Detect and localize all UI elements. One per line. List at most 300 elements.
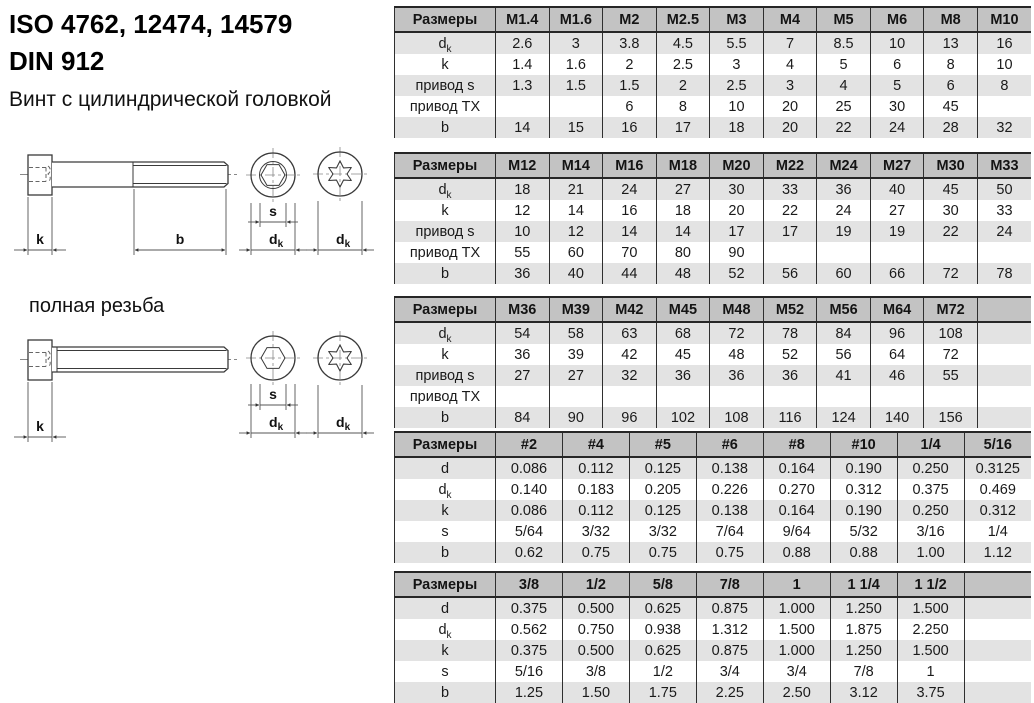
table-cell: 0.190 [830,500,897,521]
table-cell: 24 [603,178,657,200]
table-cell: 27 [656,178,710,200]
table-cell [964,619,1031,640]
table-cell: 25 [817,96,871,117]
dimension-label-k: k [36,231,44,247]
table-cell: 56 [763,263,817,284]
table-cell: 1/4 [964,521,1031,542]
table-cell: 108 [924,322,978,344]
table-inch-3-8-1-1-2 [394,571,1031,703]
header-size-column: M64 [870,297,924,322]
row-label: $d_k$ [395,479,496,500]
dimension-label-b: b [175,231,185,247]
table-cell: 1.500 [763,619,830,640]
table-cell [870,386,924,407]
table-cell: 10 [977,54,1031,75]
table-cell: 124 [817,407,871,428]
table-cell: 30 [924,200,978,221]
table-cell: 10 [710,96,764,117]
table-cell: 3.75 [897,682,964,703]
header-size-column: #10 [830,432,897,457]
table-cell: 2.5 [710,75,764,96]
row-label: d [395,597,496,619]
table-row [395,32,1032,54]
screw-drawing-full-thread [8,330,388,452]
table-cell: 0.164 [763,457,830,479]
table-cell: 90 [549,407,603,428]
row-label: привод s [395,221,496,242]
table-cell: 33 [977,200,1031,221]
table-cell: 68 [656,322,710,344]
table-cell: 1.6 [549,54,603,75]
hex-socket-end-view [239,331,307,438]
table-cell: 1.3 [496,75,550,96]
table-cell: 2 [656,75,710,96]
table-cell: 16 [977,32,1031,54]
table-row [395,479,1032,500]
page-subtitle: Винт с цилиндрической головкой [9,88,332,111]
table-header-row [395,572,1032,597]
table-cell: 1.75 [629,682,696,703]
screw-head-side [28,155,52,195]
table-cell: 9/64 [763,521,830,542]
header-size-column: 5/16 [964,432,1031,457]
table-cell: 58 [549,322,603,344]
table-cell: 42 [603,344,657,365]
header-size-column: M2 [603,7,657,32]
header-size-column: M30 [924,153,978,178]
row-label: b [395,263,496,284]
table-row [395,117,1032,138]
table-cell: 0.62 [496,542,563,563]
dimension-label-s: s [269,203,277,219]
header-size-column: 5/8 [629,572,696,597]
table-cell: 7/64 [696,521,763,542]
header-size-column: M42 [603,297,657,322]
table-cell: 36 [710,365,764,386]
table-cell: 5/16 [496,661,563,682]
header-size-column: 1 1/4 [830,572,897,597]
table-cell: 10 [870,32,924,54]
table-cell: 0.125 [629,457,696,479]
header-size-column: 7/8 [696,572,763,597]
table-cell: 7 [763,32,817,54]
table-cell: 45 [924,96,978,117]
table-row [395,178,1032,200]
table-cell: 3 [710,54,764,75]
table-row [395,682,1032,703]
header-size-column: #2 [496,432,563,457]
header-size-column: 1/2 [562,572,629,597]
header-size-column: M3 [710,7,764,32]
table-cell: 7/8 [830,661,897,682]
header-size-column: M33 [977,153,1031,178]
table-cell: 3/32 [629,521,696,542]
row-label: d [395,457,496,479]
table-cell [977,96,1031,117]
table-row [395,386,1032,407]
table-cell: 1/2 [629,661,696,682]
row-label: s [395,661,496,682]
dimension-label-k: k [36,418,44,434]
table-metric-m1.4-m10 [394,6,1031,138]
table-cell: 0.375 [496,640,563,661]
header-size-column: #6 [696,432,763,457]
table-cell: 4 [817,75,871,96]
table-cell: 27 [496,365,550,386]
table-cell: 5 [870,75,924,96]
table-cell: 72 [924,263,978,284]
table-cell: 24 [817,200,871,221]
row-label: b [395,542,496,563]
table-cell: 3.12 [830,682,897,703]
dimension-label-dk: $d_k$ [269,231,284,250]
table-cell [964,640,1031,661]
row-label: k [395,500,496,521]
table-cell: 1.5 [549,75,603,96]
row-label: k [395,54,496,75]
header-size-column: M52 [763,297,817,322]
table-cell: 0.500 [562,597,629,619]
screw-drawing-partial-thread [8,145,388,270]
header-size-column: M5 [817,7,871,32]
header-size-column: M12 [496,153,550,178]
table-cell [977,365,1031,386]
table-row [395,75,1032,96]
table-cell: 1.312 [696,619,763,640]
table-cell: 44 [603,263,657,284]
table-cell: 45 [656,344,710,365]
header-size-column: M2.5 [656,7,710,32]
table-cell: 0.938 [629,619,696,640]
table-cell: 48 [710,344,764,365]
table-cell: 78 [977,263,1031,284]
header-size-column: M39 [549,297,603,322]
table-cell: 14 [496,117,550,138]
table-row [395,322,1032,344]
header-size-column: M27 [870,153,924,178]
table-cell [977,386,1031,407]
table-cell: 45 [924,178,978,200]
table-cell: 63 [603,322,657,344]
table-cell: 1.500 [897,597,964,619]
table-cell: 0.312 [964,500,1031,521]
table-cell: 27 [549,365,603,386]
table-cell: 60 [549,242,603,263]
table-cell: 5/32 [830,521,897,542]
table-cell [763,242,817,263]
table-cell: 32 [603,365,657,386]
row-label: привод TX [395,242,496,263]
table-cell: 1.250 [830,640,897,661]
table-cell: 116 [763,407,817,428]
table-cell: 15 [549,117,603,138]
table-cell: 0.138 [696,457,763,479]
row-label: k [395,344,496,365]
table-row [395,457,1032,479]
table-cell [549,386,603,407]
table-cell: 0.250 [897,457,964,479]
dimension-tables-region [394,0,1034,703]
table-cell: 8 [977,75,1031,96]
table-row [395,521,1032,542]
table-cell: 40 [549,263,603,284]
table-cell: 0.086 [496,500,563,521]
table-cell: 0.190 [830,457,897,479]
table-row [395,542,1032,563]
table-header-row [395,7,1032,32]
table-cell: 18 [710,117,764,138]
table-cell: 36 [496,344,550,365]
torx-end-view [306,147,374,255]
table-cell: 22 [924,221,978,242]
table-cell: 1.5 [603,75,657,96]
table-cell: 102 [656,407,710,428]
table-cell: 96 [870,322,924,344]
table-cell: 40 [870,178,924,200]
table-cell: 5 [817,54,871,75]
row-label: k [395,200,496,221]
table-cell: 8.5 [817,32,871,54]
table-cell: 4 [763,54,817,75]
header-size-column: 1 [763,572,830,597]
table-row [395,200,1032,221]
table-cell: 0.625 [629,597,696,619]
table-cell: 16 [603,200,657,221]
row-label: b [395,117,496,138]
table-cell: 8 [924,54,978,75]
table-cell: 0.75 [696,542,763,563]
header-size-column: M18 [656,153,710,178]
table-cell [496,96,550,117]
table-cell: 2.5 [656,54,710,75]
header-sizes-label: Размеры [395,297,496,322]
dimension-label-dk: $d_k$ [269,414,284,433]
table-cell: 8 [656,96,710,117]
table-cell: 0.205 [629,479,696,500]
header-size-column: #4 [562,432,629,457]
table-cell: 6 [603,96,657,117]
table-cell [656,386,710,407]
table-cell: 20 [710,200,764,221]
header-size-column [977,297,1031,322]
row-label: b [395,682,496,703]
table-cell: 64 [870,344,924,365]
table-cell: 0.112 [562,457,629,479]
table-cell: 1.50 [562,682,629,703]
table-cell: 54 [496,322,550,344]
screw-head-side [28,340,52,380]
header-size-column: M20 [710,153,764,178]
table-cell [870,242,924,263]
table-cell: 0.140 [496,479,563,500]
table-cell: 0.75 [562,542,629,563]
table-cell: 19 [817,221,871,242]
header-size-column: M72 [924,297,978,322]
table-cell: 1.00 [897,542,964,563]
table-cell: 0.625 [629,640,696,661]
table-cell: 0.562 [496,619,563,640]
table-cell: 3.8 [603,32,657,54]
table-cell: 0.750 [562,619,629,640]
standard-title-din: DIN 912 [9,46,105,76]
table-metric-m36-m72 [394,296,1031,428]
title-block [9,6,292,80]
table-cell: 0.312 [830,479,897,500]
header-size-column: M10 [977,7,1031,32]
table-row [395,263,1032,284]
table-cell: 0.250 [897,500,964,521]
dimension-label-dk: $d_k$ [336,414,351,433]
table-cell: 0.270 [763,479,830,500]
table-cell: 72 [710,322,764,344]
header-sizes-label: Размеры [395,572,496,597]
table-cell [817,386,871,407]
table-cell: 90 [710,242,764,263]
row-label: привод TX [395,96,496,117]
row-label: привод s [395,365,496,386]
table-cell: 2.25 [696,682,763,703]
table-cell: 56 [817,344,871,365]
table-cell: 66 [870,263,924,284]
table-cell: 18 [656,200,710,221]
table-cell: 33 [763,178,817,200]
torx-end-view [306,331,374,438]
header-size-column: M16 [603,153,657,178]
table-row [395,500,1032,521]
table-cell [603,386,657,407]
table-cell: 3/16 [897,521,964,542]
table-cell: 70 [603,242,657,263]
table-cell: 1.4 [496,54,550,75]
table-cell [496,386,550,407]
table-cell [977,322,1031,344]
header-size-column: #5 [629,432,696,457]
table-cell: 36 [496,263,550,284]
table-cell: 13 [924,32,978,54]
table-cell: 0.164 [763,500,830,521]
table-cell [924,386,978,407]
table-cell: 12 [496,200,550,221]
table-cell: 0.226 [696,479,763,500]
table-cell: 1 [897,661,964,682]
table-cell: 14 [549,200,603,221]
table-cell: 2 [603,54,657,75]
table-row [395,407,1032,428]
table-cell: 39 [549,344,603,365]
table-row [395,344,1032,365]
table-cell: 3/32 [562,521,629,542]
table-cell: 19 [870,221,924,242]
table-cell: 30 [870,96,924,117]
table-cell: 5.5 [710,32,764,54]
row-label: $d_k$ [395,32,496,54]
table-cell: 0.112 [562,500,629,521]
header-sizes-label: Размеры [395,432,496,457]
table-cell: 46 [870,365,924,386]
table-cell: 14 [656,221,710,242]
table-cell [763,386,817,407]
table-cell: 3/4 [696,661,763,682]
table-row [395,661,1032,682]
table-cell: 55 [924,365,978,386]
table-cell: 3/8 [562,661,629,682]
table-cell: 22 [763,200,817,221]
dimension-label-dk: $d_k$ [336,231,351,250]
table-header-row [395,432,1032,457]
table-row [395,365,1032,386]
dimension-label-s: s [269,386,277,402]
table-cell: 52 [710,263,764,284]
row-label: привод TX [395,386,496,407]
table-header-row [395,297,1032,322]
table-cell: 1.25 [496,682,563,703]
table-row [395,640,1032,661]
row-label: b [395,407,496,428]
table-cell: 14 [603,221,657,242]
table-cell: 2.6 [496,32,550,54]
full-thread-label: полная резьба [29,295,165,317]
header-size-column: M24 [817,153,871,178]
table-cell: 28 [924,117,978,138]
table-cell: 48 [656,263,710,284]
table-cell: 6 [924,75,978,96]
table-cell: 108 [710,407,764,428]
table-cell: 3 [763,75,817,96]
table-cell: 36 [817,178,871,200]
header-size-column: 1/4 [897,432,964,457]
table-cell: 17 [656,117,710,138]
header-size-column: #8 [763,432,830,457]
table-cell: 27 [870,200,924,221]
table-cell: 52 [763,344,817,365]
header-size-column: M6 [870,7,924,32]
table-cell [977,344,1031,365]
header-size-column: 1 1/2 [897,572,964,597]
table-cell: 156 [924,407,978,428]
table-cell: 17 [710,221,764,242]
table-cell [924,242,978,263]
header-size-column: M48 [710,297,764,322]
table-cell: 6 [870,54,924,75]
table-cell: 1.000 [763,640,830,661]
header-size-column: M1.6 [549,7,603,32]
table-row [395,619,1032,640]
table-cell: 18 [496,178,550,200]
table-cell [964,597,1031,619]
table-cell: 22 [817,117,871,138]
table-cell [710,386,764,407]
table-row [395,54,1032,75]
table-cell [549,96,603,117]
table-cell: 24 [977,221,1031,242]
table-cell: 12 [549,221,603,242]
table-cell: 5/64 [496,521,563,542]
row-label: $d_k$ [395,619,496,640]
table-cell: 0.469 [964,479,1031,500]
header-size-column: M14 [549,153,603,178]
table-cell [977,242,1031,263]
table-row [395,96,1032,117]
table-cell: 0.086 [496,457,563,479]
table-cell: 60 [817,263,871,284]
table-cell: 84 [817,322,871,344]
table-cell: 96 [603,407,657,428]
table-cell: 0.875 [696,640,763,661]
table-cell: 84 [496,407,550,428]
table-cell: 0.138 [696,500,763,521]
row-label: $d_k$ [395,322,496,344]
table-header-row [395,153,1032,178]
